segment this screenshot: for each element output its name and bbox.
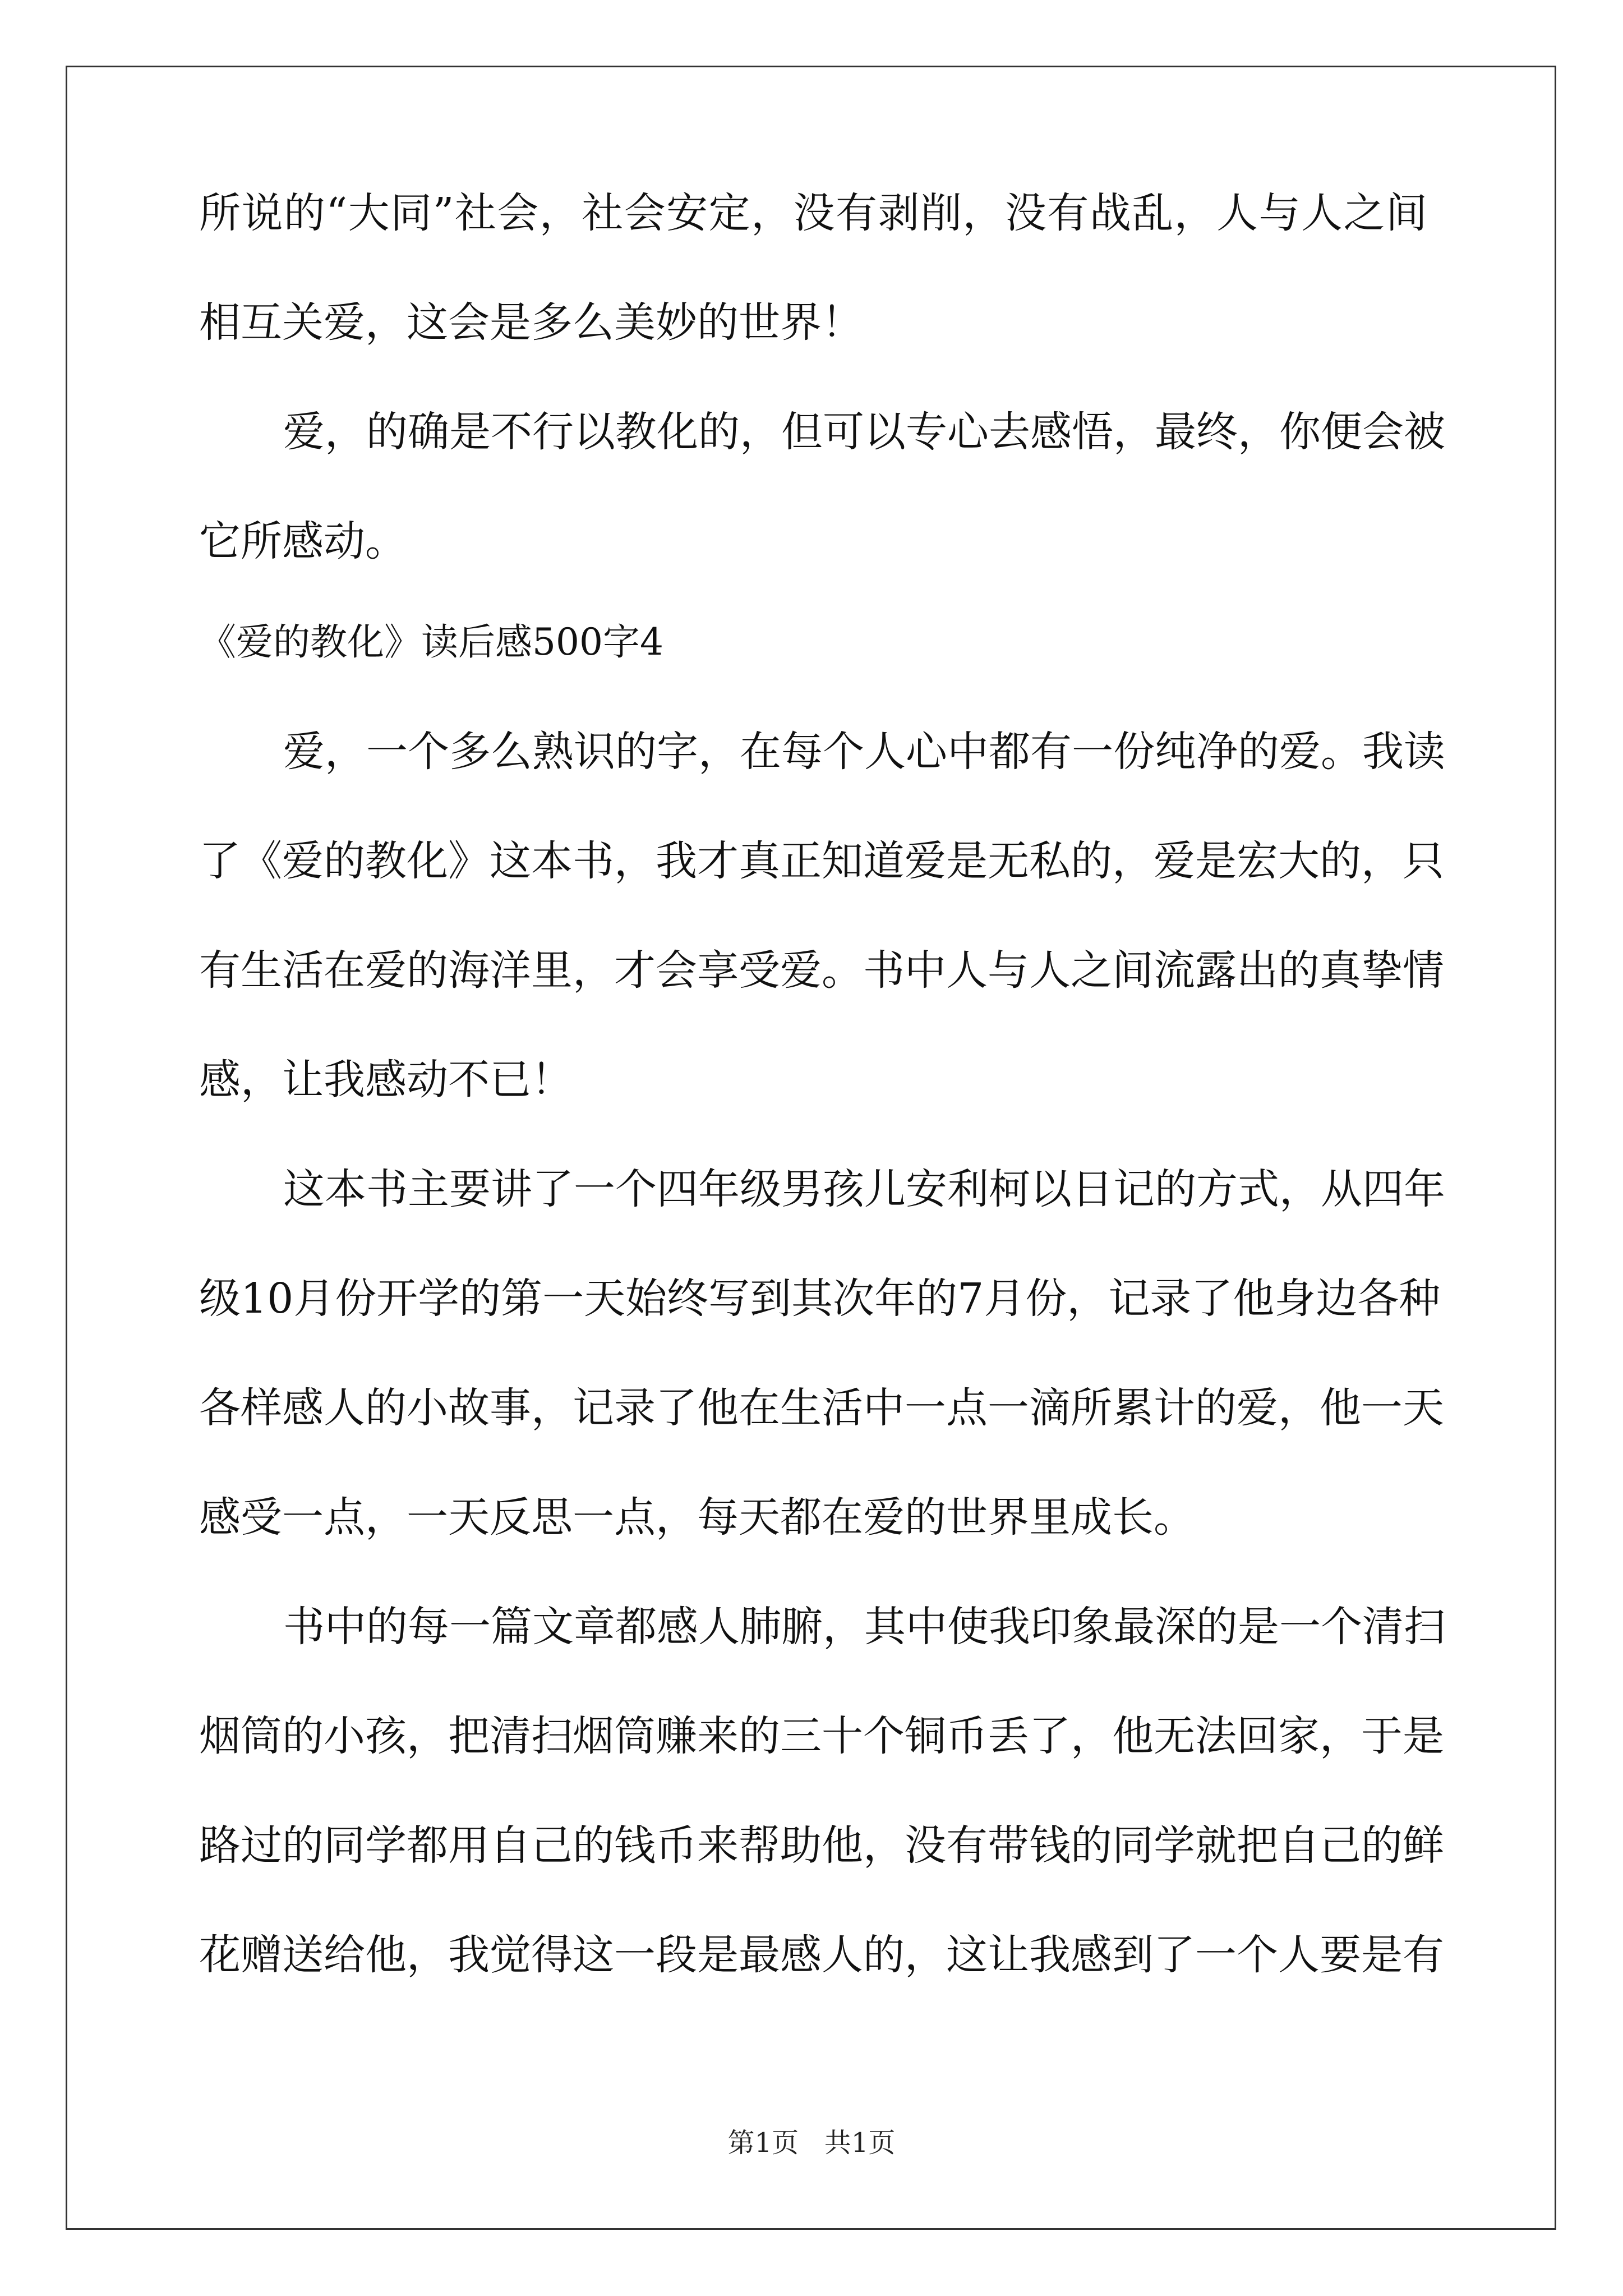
text-line: 书中的每一篇文章都感人肺腑，其中使我印象最深的是一个清扫: [283, 1603, 1445, 1651]
text-line: 相互关爱，这会是多么美妙的世界！: [199, 298, 863, 347]
text-line: 所说的“大同”社会，社会安定，没有剥削，没有战乱，人与人之间: [199, 189, 1427, 237]
text-line: 感，让我感动不已！: [199, 1056, 573, 1104]
section-heading: 《爱的教化》读后感500字4: [199, 620, 663, 664]
page-border: [66, 66, 1556, 2230]
text-line: 各样感人的小故事，记录了他在生活中一点一滴所累计的爱，他一天: [199, 1384, 1444, 1432]
text-line: 花赠送给他，我觉得这一段是最感人的，这让我感到了一个人要是有: [199, 1931, 1444, 1979]
text-line: 路过的同学都用自己的钱币来帮助他，没有带钱的同学就把自己的鲜: [199, 1821, 1444, 1870]
text-line: 爱，一个多么熟识的字，在每个人心中都有一份纯净的爱。我读: [283, 728, 1445, 776]
text-line: 爱，的确是不行以教化的，但可以专心去感悟，最终，你便会被: [283, 408, 1445, 456]
text-line: 它所感动。: [199, 517, 407, 565]
text-line: 感受一点，一天反思一点，每天都在爱的世界里成长。: [199, 1493, 1195, 1542]
text-line: 有生活在爱的海洋里，才会享受爱。书中人与人之间流露出的真挚情: [199, 946, 1444, 995]
text-line: 了《爱的教化》这本书，我才真正知道爱是无私的，爱是宏大的，只: [199, 837, 1444, 885]
text-line: 级10月份开学的第一天始终写到其次年的7月份，记录了他身边各种: [199, 1274, 1441, 1323]
page-number-footer: 第1页 共1页: [727, 2127, 896, 2159]
text-line: 这本书主要讲了一个四年级男孩儿安利柯以日记的方式，从四年: [283, 1165, 1445, 1213]
text-line: 烟筒的小孩，把清扫烟筒赚来的三十个铜币丢了，他无法回家，于是: [199, 1712, 1444, 1760]
